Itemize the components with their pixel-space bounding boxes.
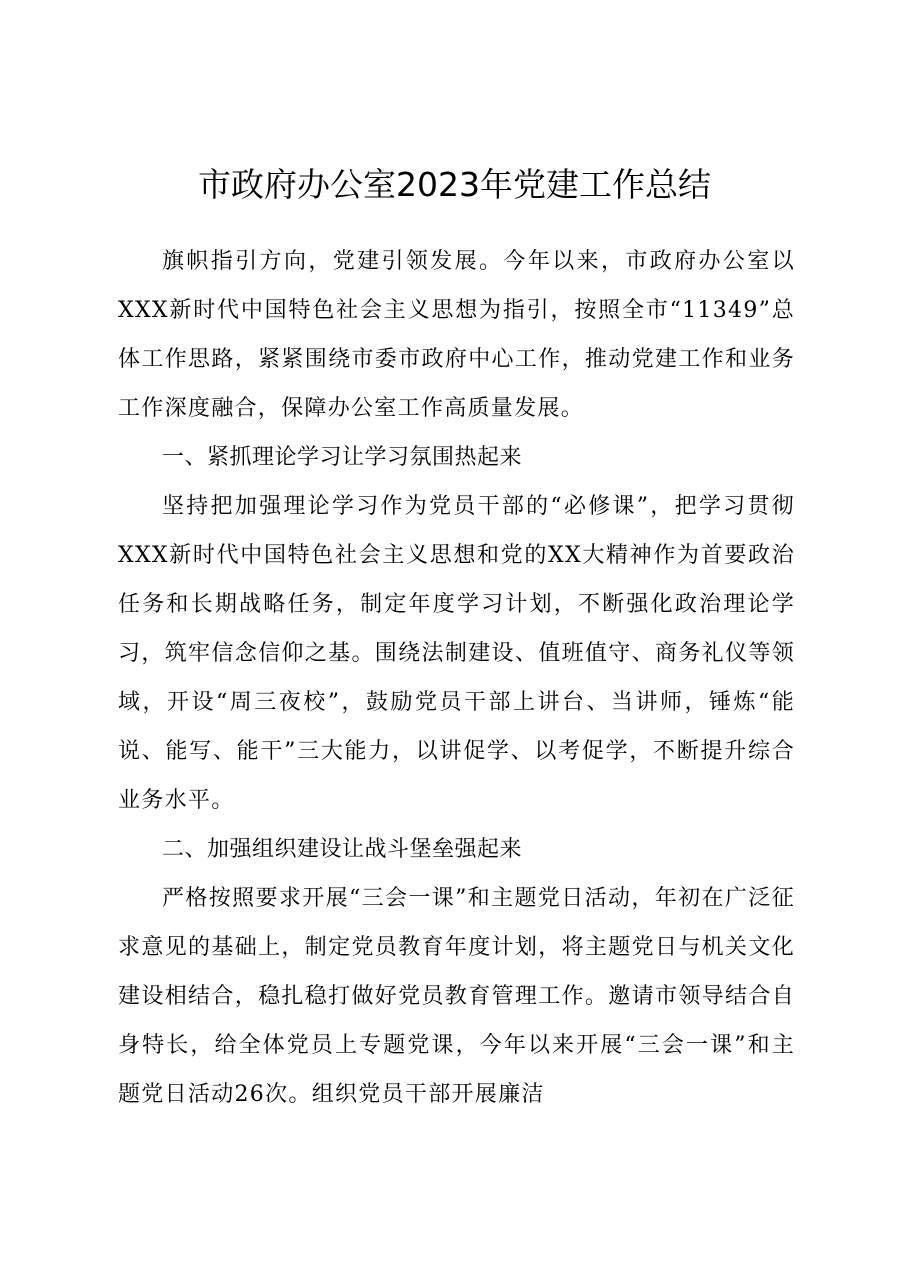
section-heading-2: 二、加强组织建设让战斗堡垒强起来 bbox=[162, 837, 523, 862]
section-heading-1: 一、紧抓理论学习让学习氛围热起来 bbox=[162, 445, 523, 470]
section-1-paragraph: 坚持把加强理论学习作为党员干部的“必修课”，把学习贯彻XXX新时代中国特色社会主义思想和党的XX大精神作为首要政治任务和长期战略任务，制定年度学习计划，不断强化政治理论学习，筑牢信念信仰之基。围绕法制建设、值班值守、商务礼仪等领域，开设“周三夜校”，鼓励党员干部上讲台、当讲师，锤炼“能说、能写、能干”三大能力，以讲促学、以考促学，不断提升综合业务水平。 bbox=[118, 494, 795, 813]
document-title: 市政府办公室2023年党建工作总结 bbox=[198, 165, 711, 204]
document-body bbox=[118, 237, 795, 1119]
intro-paragraph: 旗帜指引方向，党建引领发展。今年以来，市政府办公室以XXX新时代中国特色社会主义思想为指引，按照全市“11349”总体工作思路，紧紧围绕市委市政府中心工作，推动党建工作和业务工作深度融合，保障办公室工作高质量发展。 bbox=[118, 249, 795, 421]
section-2-paragraph: 严格按照要求开展“三会一课”和主题党日活动，年初在广泛征求意见的基础上，制定党员教育年度计划，将主题党日与机关文化建设相结合，稳扎稳打做好党员教育管理工作。邀请市领导结合自身特长，给全体党员上专题党课，今年以来开展“三会一课”和主题党日活动26次。组织党员干部开展廉洁 bbox=[118, 886, 795, 1107]
